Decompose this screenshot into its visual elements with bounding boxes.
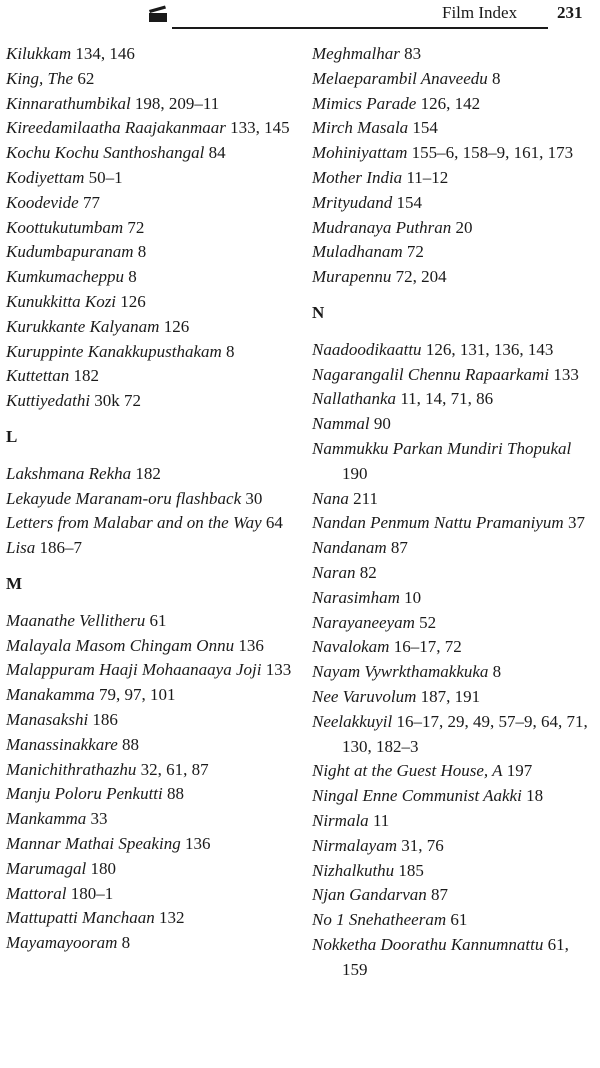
film-title: Manasakshi bbox=[6, 709, 89, 729]
index-entry bbox=[312, 685, 596, 710]
page-references: 133, 145 bbox=[225, 118, 290, 138]
index-entry bbox=[6, 857, 296, 882]
page-references: 8 bbox=[117, 933, 131, 953]
index-letter-heading: N bbox=[312, 302, 325, 322]
index-entry bbox=[312, 908, 596, 933]
film-title: Mohiniyattam bbox=[312, 143, 408, 163]
index-entry bbox=[312, 809, 596, 834]
page-references: 72 bbox=[123, 217, 145, 237]
index-entry bbox=[312, 586, 596, 611]
film-title: Nizhalkuthu bbox=[312, 860, 395, 880]
film-title: Kuttettan bbox=[6, 366, 70, 386]
page-references: 18 bbox=[521, 786, 544, 806]
film-title: Navalokam bbox=[312, 637, 390, 657]
page-references: 190 bbox=[342, 463, 368, 483]
page-references: 197 bbox=[502, 761, 533, 781]
film-title: Mayamayooram bbox=[6, 933, 118, 953]
index-entry bbox=[6, 511, 296, 536]
index-entry bbox=[312, 240, 596, 265]
film-title: Malayala Masom Chingam Onnu bbox=[6, 635, 235, 655]
film-title: No 1 Snehatheeram bbox=[312, 910, 447, 930]
index-entry bbox=[312, 834, 596, 859]
index-entry bbox=[312, 265, 596, 290]
index-entry bbox=[312, 216, 596, 241]
index-entry bbox=[312, 933, 596, 983]
film-title: Mattupatti Manchaan bbox=[6, 908, 155, 928]
page-references: 8 bbox=[133, 242, 147, 262]
index-column-left bbox=[6, 42, 296, 956]
film-title: Mannar Mathai Speaking bbox=[6, 833, 181, 853]
page-references: 77 bbox=[78, 192, 100, 212]
film-title: Nandanam bbox=[312, 538, 387, 558]
page-references: 11 bbox=[368, 810, 390, 830]
index-entry bbox=[6, 191, 296, 216]
index-entry bbox=[6, 67, 296, 92]
page-references: 8 bbox=[488, 662, 502, 682]
index-entry bbox=[312, 437, 596, 487]
film-title: Ningal Enne Communist Aakki bbox=[312, 786, 522, 806]
film-title: Muladhanam bbox=[312, 242, 403, 262]
film-title: King, The bbox=[6, 68, 74, 88]
page-references: 82 bbox=[355, 562, 377, 582]
running-title: Film Index bbox=[442, 3, 518, 22]
page-references: 211 bbox=[348, 488, 378, 508]
film-title: Njan Gandarvan bbox=[312, 885, 427, 905]
index-entry bbox=[6, 290, 296, 315]
page-references: 126 bbox=[116, 291, 146, 311]
film-title: Nokketha Doorathu Kannumnattu bbox=[312, 934, 544, 954]
film-title: Nayam Vywrkthamakkuka bbox=[312, 662, 489, 682]
film-title: Kumkumacheppu bbox=[6, 267, 125, 287]
film-title: Neelakkuyil bbox=[312, 711, 393, 731]
page-references: 90 bbox=[369, 414, 391, 434]
index-entry bbox=[6, 340, 296, 365]
page-references: 186–7 bbox=[35, 538, 83, 558]
index-entry bbox=[6, 733, 296, 758]
page-references: 30 bbox=[241, 488, 263, 508]
page-references: 79, 97, 101 bbox=[94, 685, 176, 705]
page-references: 32, 61, 87 bbox=[136, 759, 209, 779]
page-references: 187, 191 bbox=[416, 686, 481, 706]
running-header bbox=[0, 0, 600, 36]
page-references: 126, 142 bbox=[416, 93, 481, 113]
film-title: Kuruppinte Kanakkupusthakam bbox=[6, 341, 222, 361]
clapperboard-icon bbox=[148, 4, 168, 27]
index-entry bbox=[6, 389, 296, 414]
film-title: Kinnarathumbikal bbox=[6, 93, 131, 113]
page-references: 8 bbox=[487, 68, 501, 88]
page-references: 11, 14, 71, 86 bbox=[396, 389, 494, 409]
header-rule bbox=[172, 27, 548, 29]
page-references: 186 bbox=[88, 709, 118, 729]
page-references: 180–1 bbox=[66, 883, 114, 903]
page-references: 133 bbox=[261, 660, 292, 680]
page-references: 64 bbox=[261, 513, 283, 533]
page-references: 61 bbox=[446, 910, 468, 930]
index-entry bbox=[6, 116, 296, 141]
index-entry bbox=[312, 166, 596, 191]
index-entry bbox=[6, 906, 296, 931]
index-entry bbox=[6, 462, 296, 487]
film-title: Letters from Malabar and on the Way bbox=[6, 513, 262, 533]
page-references: 134, 146 bbox=[71, 44, 135, 63]
index-entry bbox=[312, 412, 596, 437]
film-title: Nana bbox=[312, 488, 349, 508]
film-title: Koottukutumbam bbox=[6, 217, 124, 237]
film-title: Mankamma bbox=[6, 809, 87, 829]
index-entry bbox=[6, 931, 296, 956]
page-references: 61, 159 bbox=[342, 934, 569, 979]
film-title: Manichithrathazhu bbox=[6, 759, 137, 779]
film-title: Mother India bbox=[312, 167, 403, 187]
index-entry bbox=[6, 265, 296, 290]
index-entry bbox=[312, 536, 596, 561]
index-entry bbox=[6, 683, 296, 708]
film-title: Nammal bbox=[312, 414, 370, 434]
page-references: 16–17, 29, 49, 57–9, 64, 71, 130, 182–3 bbox=[342, 711, 588, 756]
page-references: 8 bbox=[221, 341, 235, 361]
index-entry bbox=[312, 487, 596, 512]
page-references: 154 bbox=[408, 118, 438, 138]
page-references: 88 bbox=[162, 784, 185, 804]
index-entry bbox=[312, 561, 596, 586]
film-title: Nammukku Parkan Mundiri Thopukal bbox=[312, 438, 572, 458]
film-title: Kunukkitta Kozi bbox=[6, 291, 117, 311]
film-title: Manju Poloru Penkutti bbox=[6, 784, 163, 804]
film-title: Nagarangalil Chennu Rapaarkami bbox=[312, 364, 550, 384]
film-title: Maanathe Vellitheru bbox=[6, 610, 146, 630]
index-entry bbox=[312, 660, 596, 685]
index-entry bbox=[312, 611, 596, 636]
page-number: 231 bbox=[557, 3, 583, 22]
film-title: Naadoodikaattu bbox=[312, 339, 422, 359]
film-title: Mattoral bbox=[6, 883, 67, 903]
page-references: 61 bbox=[145, 610, 167, 630]
index-entry bbox=[6, 658, 296, 683]
page-references: 126 bbox=[159, 316, 190, 336]
index-entry bbox=[6, 882, 296, 907]
film-title: Nee Varuvolum bbox=[312, 686, 417, 706]
film-title: Mudranaya Puthran bbox=[312, 217, 452, 237]
film-title: Kochu Kochu Santhoshangal bbox=[6, 143, 205, 163]
page-references: 11–12 bbox=[402, 167, 449, 187]
film-title: Kodiyettam bbox=[6, 167, 85, 187]
index-entry bbox=[312, 92, 596, 117]
index-entry bbox=[6, 240, 296, 265]
film-title: Kireedamilaatha Raajakanmaar bbox=[6, 118, 226, 138]
index-entry bbox=[312, 67, 596, 92]
film-title: Malappuram Haaji Mohaanaaya Joji bbox=[6, 660, 262, 680]
page-references: 132 bbox=[154, 908, 185, 928]
index-entry bbox=[6, 315, 296, 340]
page-references: 182 bbox=[69, 366, 100, 386]
film-title: Manakamma bbox=[6, 685, 95, 705]
page-references: 72 bbox=[402, 242, 424, 262]
index-entry bbox=[6, 782, 296, 807]
page-references: 37 bbox=[563, 513, 585, 533]
page-references: 88 bbox=[117, 734, 139, 754]
film-title: Manassinakkare bbox=[6, 734, 118, 754]
index-letter-heading: L bbox=[6, 426, 18, 446]
film-title: Kilukkam bbox=[6, 44, 72, 63]
page-references: 84 bbox=[204, 143, 226, 163]
index-entry bbox=[312, 141, 596, 166]
page-references: 87 bbox=[426, 885, 448, 905]
index-entry bbox=[312, 759, 596, 784]
page-references: 154 bbox=[392, 192, 423, 212]
index-entry bbox=[312, 635, 596, 660]
page-references: 72, 204 bbox=[391, 267, 447, 287]
film-title: Nallathanka bbox=[312, 389, 397, 409]
index-entry bbox=[6, 487, 296, 512]
page-references: 52 bbox=[414, 612, 437, 632]
index-entry bbox=[6, 141, 296, 166]
page-references: 185 bbox=[394, 860, 424, 880]
index-column-right bbox=[312, 42, 596, 982]
film-title: Night at the Guest House, A bbox=[312, 761, 503, 781]
page-references: 8 bbox=[124, 267, 137, 287]
page-references: 31, 76 bbox=[397, 835, 444, 855]
page-references: 133 bbox=[549, 364, 579, 384]
film-title: Nandan Penmum Nattu Pramaniyum bbox=[312, 513, 564, 533]
page-references: 180 bbox=[86, 858, 117, 878]
page-references: 126, 131, 136, 143 bbox=[421, 339, 554, 359]
film-title: Kurukkante Kalyanam bbox=[6, 316, 160, 336]
index-entry bbox=[6, 634, 296, 659]
film-title: Lekayude Maranam-oru flashback bbox=[6, 488, 242, 508]
film-title: Lisa bbox=[6, 538, 36, 558]
page-references: 87 bbox=[386, 538, 408, 558]
film-title: Kuttiyedathi bbox=[6, 391, 91, 411]
page-references: 20 bbox=[451, 217, 473, 237]
page-references: 50–1 bbox=[84, 167, 123, 187]
index-entry bbox=[6, 92, 296, 117]
film-title: Naran bbox=[312, 562, 356, 582]
film-title: Mrityudand bbox=[312, 192, 393, 212]
index-entry bbox=[312, 710, 596, 760]
page-references: 10 bbox=[399, 587, 422, 607]
film-title: Nirmala bbox=[312, 810, 369, 830]
page-references: 83 bbox=[399, 44, 422, 63]
index-entry bbox=[312, 191, 596, 216]
index-letter-heading: M bbox=[6, 573, 23, 593]
index-entry bbox=[312, 363, 596, 388]
page-references: 198, 209–11 bbox=[130, 93, 220, 113]
page-references: 155–6, 158–9, 161, 173 bbox=[407, 143, 574, 163]
index-entry bbox=[312, 511, 596, 536]
index-entry bbox=[312, 387, 596, 412]
index-entry bbox=[312, 42, 596, 67]
index-entry bbox=[6, 536, 296, 561]
page-references: 33 bbox=[86, 809, 108, 829]
film-title: Narayaneeyam bbox=[312, 612, 415, 632]
film-title: Melaeparambil Anaveedu bbox=[312, 68, 488, 88]
film-title: Lakshmana Rekha bbox=[6, 463, 132, 483]
page-references: 30k 72 bbox=[90, 391, 142, 411]
page-references: 16–17, 72 bbox=[389, 637, 462, 657]
film-title: Narasimham bbox=[312, 587, 400, 607]
film-title: Mimics Parade bbox=[312, 93, 417, 113]
index-entry bbox=[312, 784, 596, 809]
film-title: Marumagal bbox=[6, 858, 87, 878]
index-entry bbox=[312, 859, 596, 884]
page-references: 62 bbox=[73, 68, 95, 88]
index-entry bbox=[6, 758, 296, 783]
index-entry bbox=[6, 42, 296, 67]
page-references: 182 bbox=[131, 463, 161, 483]
index-entry bbox=[6, 216, 296, 241]
film-title: Meghmalhar bbox=[312, 44, 400, 63]
film-title: Nirmalayam bbox=[312, 835, 397, 855]
index-entry bbox=[6, 364, 296, 389]
film-title: Mirch Masala bbox=[312, 118, 409, 138]
film-title: Kudumbapuranam bbox=[6, 242, 134, 262]
index-entry bbox=[312, 883, 596, 908]
index-entry bbox=[6, 609, 296, 634]
index-entry bbox=[6, 832, 296, 857]
index-entry bbox=[6, 708, 296, 733]
film-title: Koodevide bbox=[6, 192, 79, 212]
index-entry bbox=[6, 166, 296, 191]
page-references: 136 bbox=[234, 635, 264, 655]
index-entry bbox=[6, 807, 296, 832]
index-entry bbox=[312, 116, 596, 141]
film-title: Murapennu bbox=[312, 267, 392, 287]
index-entry bbox=[312, 338, 596, 363]
page-references: 136 bbox=[180, 833, 211, 853]
